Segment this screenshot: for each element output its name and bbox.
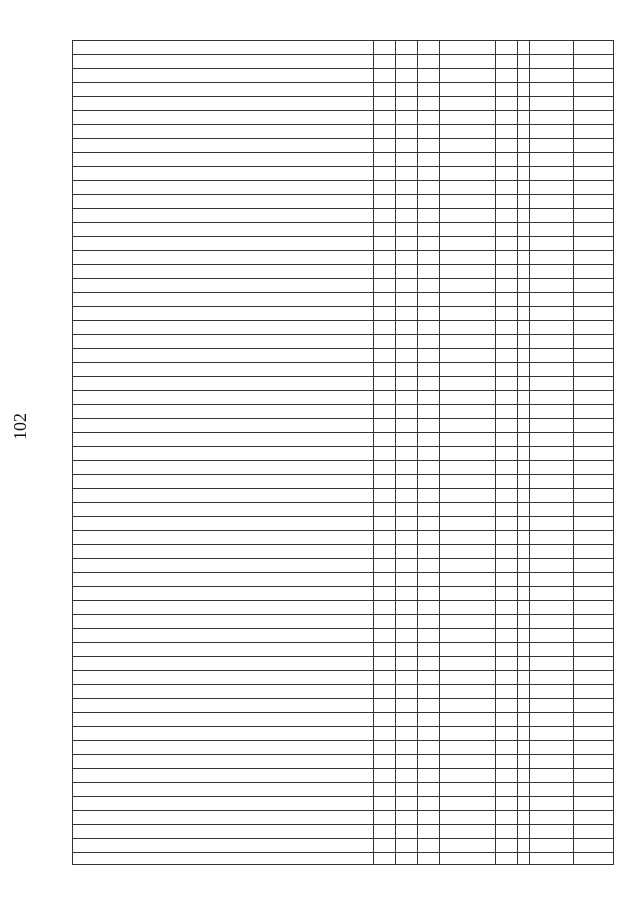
column-divider: [439, 41, 440, 864]
table-rows: [73, 41, 613, 864]
column-divider: [529, 41, 530, 864]
column-divider: [495, 41, 496, 864]
column-divider: [573, 41, 574, 864]
column-divider: [417, 41, 418, 864]
column-divider: [395, 41, 396, 864]
budget-table: [72, 40, 614, 865]
page-number: 102: [10, 413, 30, 440]
column-divider: [517, 41, 518, 864]
column-divider: [373, 41, 374, 864]
